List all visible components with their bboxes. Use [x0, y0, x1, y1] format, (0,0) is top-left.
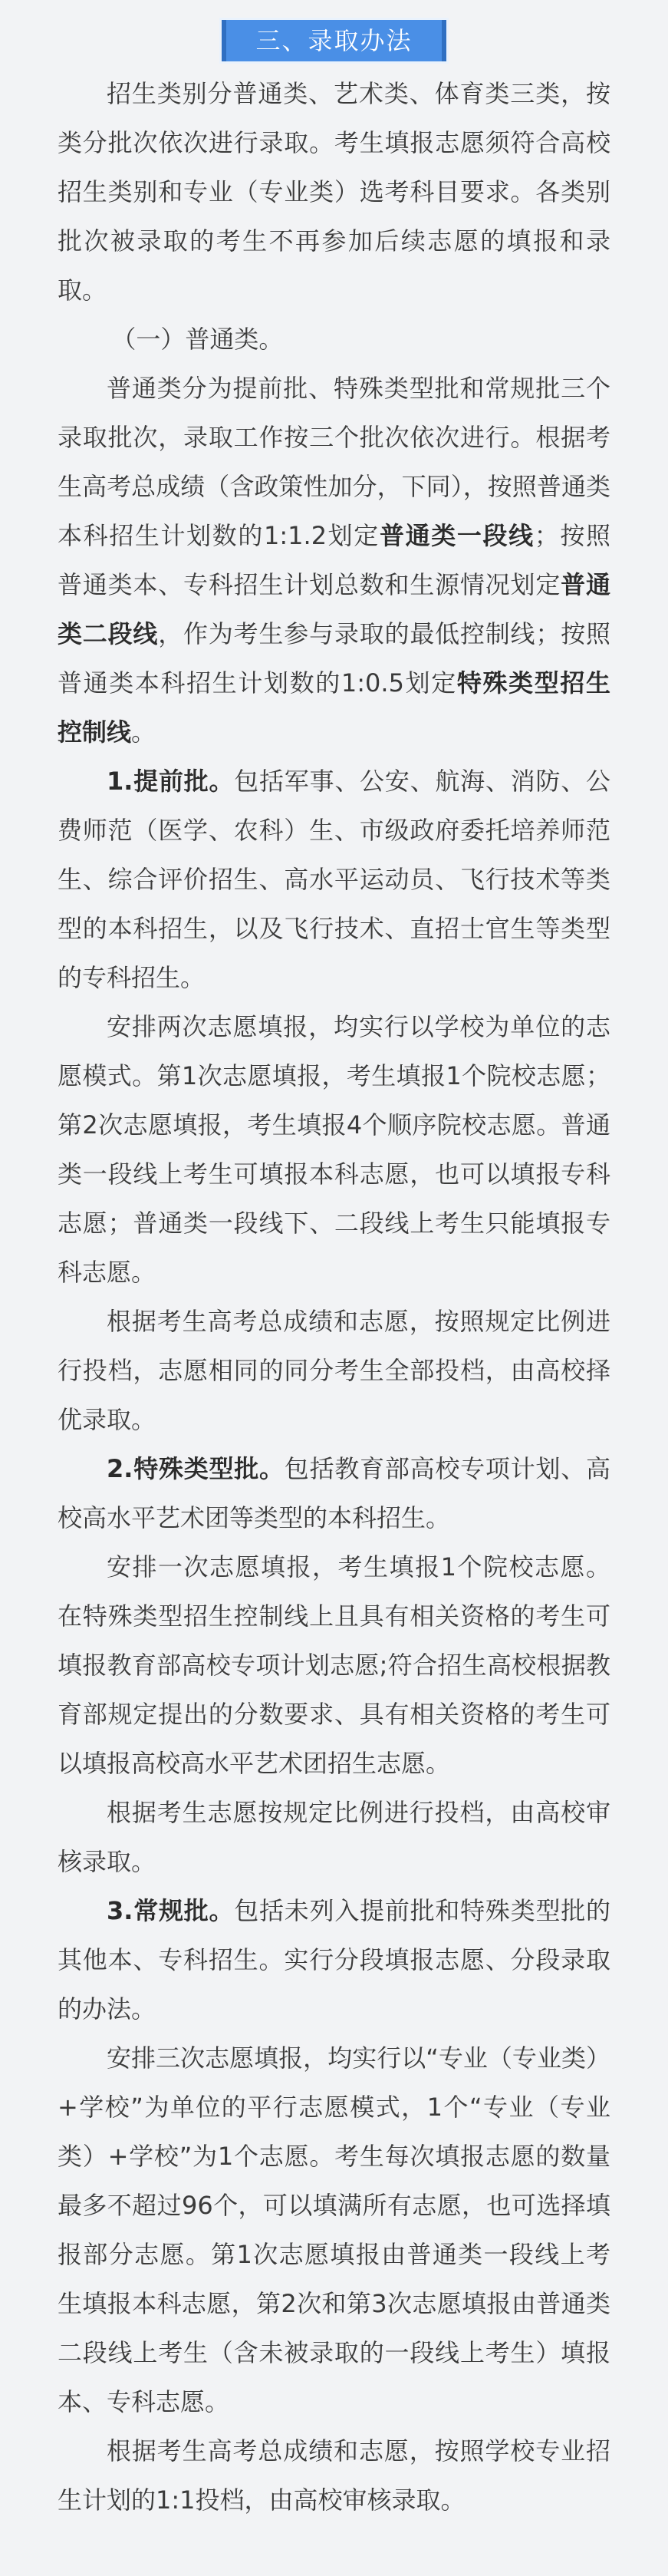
subsection-title-general: （一）普通类。	[111, 325, 284, 354]
section-heading: 三、录取办法	[222, 20, 446, 61]
intro-paragraph: 招生类别分普通类、艺术类、体育类三类，按类分批次依次进行录取。考生填报志愿须符合高校招生类别和专业（专业类）选考科目要求。各类别批次被录取的考生不再参加后续志愿的填报和录取。	[58, 79, 610, 305]
general-paragraph	[58, 364, 610, 757]
general-text-c: ；按照普通类本、专科招生计划总数和生源情况划定	[58, 521, 610, 599]
regular-batch-admission-paragraph: 根据考生高考总成绩和志愿，按照学校专业招生计划的1:1投档，由高校审核录取。	[58, 2436, 610, 2515]
early-batch-admission-paragraph: 根据考生高考总成绩和志愿，按照规定比例进行投档，志愿相同的同分考生全部投档，由高校择优录取。	[58, 1307, 610, 1434]
section-heading-wrap	[58, 20, 610, 61]
special-batch-title: 2.特殊类型批。	[107, 1454, 285, 1483]
regular-batch-desc: 包括未列入提前批和特殊类型批的其他本、专科招生。实行分段填报志愿、分段录取的办法。	[58, 1896, 610, 2024]
early-batch-paragraph	[58, 757, 610, 1002]
special-batch-desc: 包括教育部高校专项计划、高校高水平艺术团等类型的本科招生。	[58, 1454, 610, 1532]
special-batch-paragraph	[58, 1444, 610, 1542]
regular-batch-filling-paragraph: 安排三次志愿填报，均实行以“专业（专业类）+学校”为单位的平行志愿模式，1个“专业（专业类）+学校”为1个志愿。考生每次填报志愿的数量最多不超过96个，可以填满所有志愿，也可选择填报部分志愿。第1次志愿填报由普通类一段线上考生填报本科志愿，第2次和第3次志愿填报由普通类二段线上考生（含未被录取的一段线上考生）填报本、专科志愿。	[58, 2043, 610, 2416]
special-control-line-term: 特殊类型招生控制线	[58, 668, 610, 747]
early-batch-desc: 包括军事、公安、航海、消防、公费师范（医学、农科）生、市级政府委托培养师范生、综合评价招生、高水平运动员、飞行技术等类型的本科招生，以及飞行技术、直招士官生等类型的专科招生。	[58, 767, 610, 992]
regular-batch-paragraph	[58, 1886, 610, 2033]
general-text-d: ，作为考生参与录取的最低控制线；按照普通类本科招生计划数的1:0.5划定	[58, 619, 610, 698]
general-line-2-term: 普通类二段线	[58, 570, 610, 648]
general-text-e: 。	[131, 717, 156, 747]
regular-batch-title: 3.常规批。	[107, 1896, 235, 1925]
early-batch-title: 1.提前批。	[107, 767, 235, 796]
general-text-a: 普通类分为提前批、特殊类型批和常规批三个录取批次，录取工作按三个批次依次进行。根据考生高考总成绩（含政策性加分，下同），按照普通类本科招生计划数的1:1.2划定	[58, 374, 610, 550]
special-batch-admission-paragraph: 根据考生志愿按规定比例进行投档，由高校审核录取。	[58, 1798, 610, 1876]
early-batch-filling-paragraph: 安排两次志愿填报，均实行以学校为单位的志愿模式。第1次志愿填报，考生填报1个院校志愿；第2次志愿填报，考生填报4个顺序院校志愿。普通类一段线上考生可填报本科志愿，也可以填报专科志愿；普通类一段线下、二段线上考生只能填报专科志愿。	[58, 1012, 610, 1287]
general-line-1-term: 普通类一段线	[379, 521, 535, 550]
special-batch-filling-paragraph: 安排一次志愿填报，考生填报1个院校志愿。在特殊类型招生控制线上且具有相关资格的考生可填报教育部高校专项计划志愿;符合招生高校根据教育部规定提出的分数要求、具有相关资格的考生可以填报高校高水平艺术团招生志愿。	[58, 1552, 610, 1778]
